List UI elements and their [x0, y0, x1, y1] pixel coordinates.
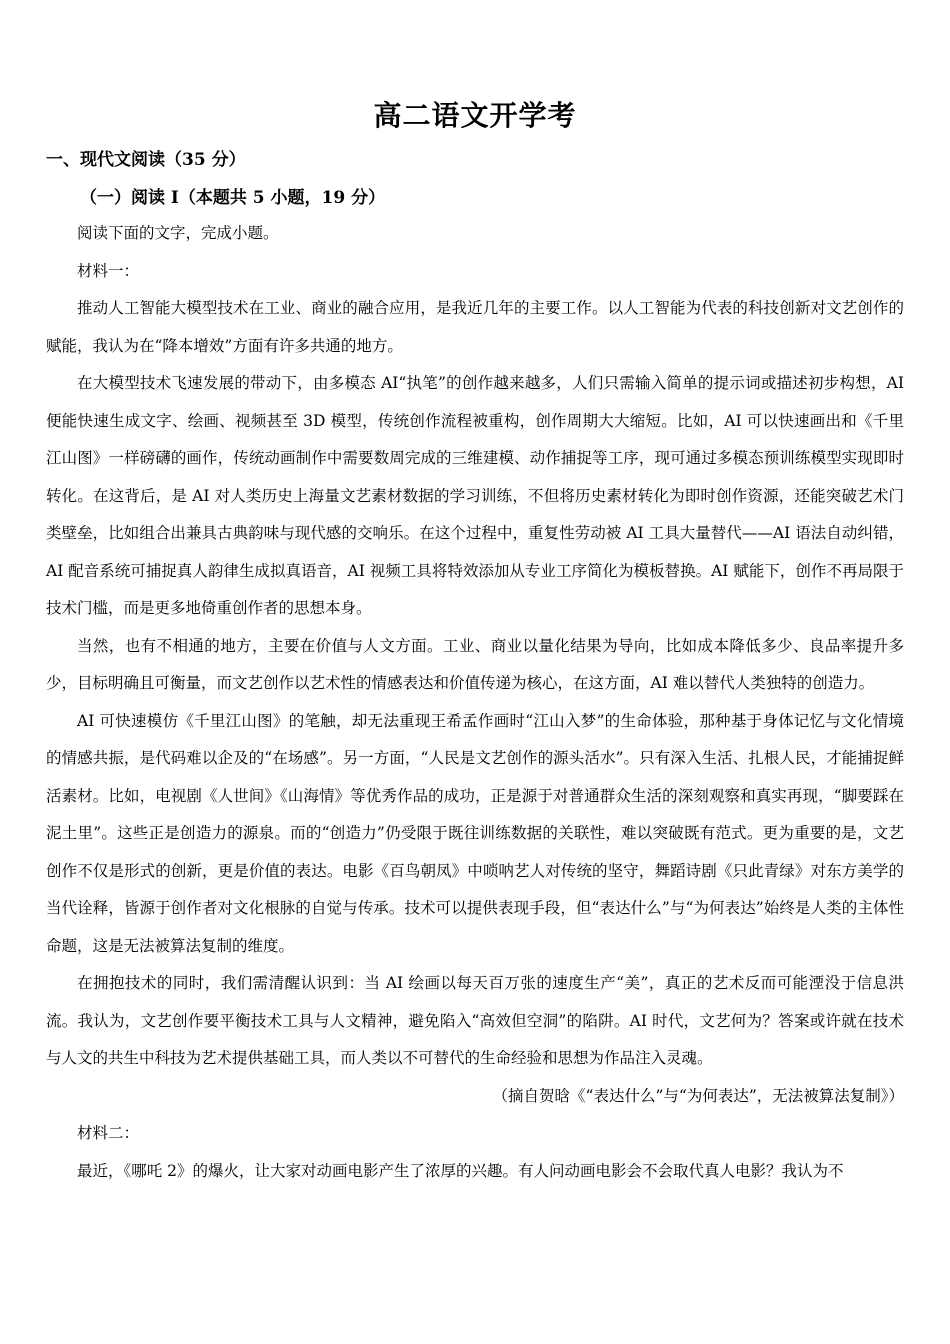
instruction-text: 阅读下面的文字，完成小题。 — [77, 224, 279, 242]
reading-passage — [46, 215, 904, 1190]
material-one-paragraph: 推动人工智能大模型技术在工业、商业的融合应用，是我近几年的主要工作。以人工智能为代表的科技创新对文艺创作的赋能，我认为在“降本增效”方面有许多共通的地方。 — [46, 299, 904, 355]
material-one-paragraph: 在大模型技术飞速发展的带动下，由多模态 AI“执笔”的创作越来越多，人们只需输入简单的提示词或描述初步构想，AI 便能快速生成文字、绘画、视频甚至 3D 模型，传统创作流程被重构，创作周期大大缩短。比如，AI 可以快速画出和《千里江山图》一样磅礴的画作，传统动画制作中需要数周完成的三维建模、动作捕捉等工序，现可通过多模态预训练模型实现即时转化。在这背后，是 AI 对人类历史上海量文艺素材数据的学习训练，不但将历史素材转化为即时创作资源，还能突破艺术门类壁垒，比如组合出兼具古典韵味与现代感的交响乐。在这个过程中，重复性劳动被 AI 工具大量替代——AI 语法自动纠错，AI 配音系统可捕捉真人韵律生成拟真语音，AI 视频工具将特效添加从专业工序简化为模板替换。AI 赋能下，创作不再局限于技术门槛，而是更多地倚重创作者的思想本身。 — [46, 374, 904, 617]
material-one-source: （摘自贺晗《“表达什么”与“为何表达”，无法被算法复制》） — [492, 1086, 904, 1105]
section-heading: 一、现代文阅读（35 分） — [46, 150, 246, 170]
sub-heading: （一）阅读 I（本题共 5 小题，19 分） — [80, 188, 386, 208]
document-title: 高二语文开学考 — [373, 99, 577, 132]
material-one-paragraph: 当然，也有不相通的地方，主要在价值与人文方面。工业、商业以量化结果为导向，比如成本降低多少、良品率提升多少，目标明确且可衡量，而文艺创作以艺术性的情感表达和价值传递为核心，在这方面，AI 难以替代人类独特的创造力。 — [46, 636, 904, 692]
material-two-label: 材料二： — [77, 1124, 140, 1142]
material-two-paragraph: 最近，《哪吒 2》的爆火，让大家对动画电影产生了浓厚的兴趣。有人问动画电影会不会取代真人电影？我认为不 — [77, 1161, 844, 1180]
material-one-paragraph: AI 可快速模仿《千里江山图》的笔触，却无法重现王希孟作画时“江山入梦”的生命体验，那种基于身体记忆与文化情境的情感共振，是代码难以企及的“在场感”。另一方面，“人民是文艺创作的源头活水”。只有深入生活、扎根人民，才能捕捉鲜活素材。比如，电视剧《人世间》《山海情》等优秀作品的成功，正是源于对普通群众生活的深刻观察和真实再现，“脚要踩在泥土里”。这些正是创造力的源泉。而的“创造力”仍受限于既往训练数据的关联性，难以突破既有范式。更为重要的是，文艺创作不仅是形式的创新，更是价值的表达。电影《百鸟朝凤》中唢呐艺人对传统的坚守，舞蹈诗剧《只此青绿》对东方美学的当代诠释，皆源于创作者对文化根脉的自觉与传承。技术可以提供表现手段，但“表达什么”与“为何表达”始终是人类的主体性命题，这是无法被算法复制的维度。 — [46, 711, 904, 955]
material-one-paragraph: 在拥抱技术的同时，我们需清醒认识到：当 AI 绘画以每天百万张的速度生产“美”，真正的艺术反而可能湮没于信息洪流。我认为，文艺创作要平衡技术工具与人文精神，避免陷入“高效但空洞”的陷阱。AI 时代，文艺何为？答案或许就在技术与人文的共生中科技为艺术提供基础工具，而人类以不可替代的生命经验和思想为作品注入灵魂。 — [46, 974, 904, 1067]
material-one-label: 材料一： — [77, 261, 140, 280]
